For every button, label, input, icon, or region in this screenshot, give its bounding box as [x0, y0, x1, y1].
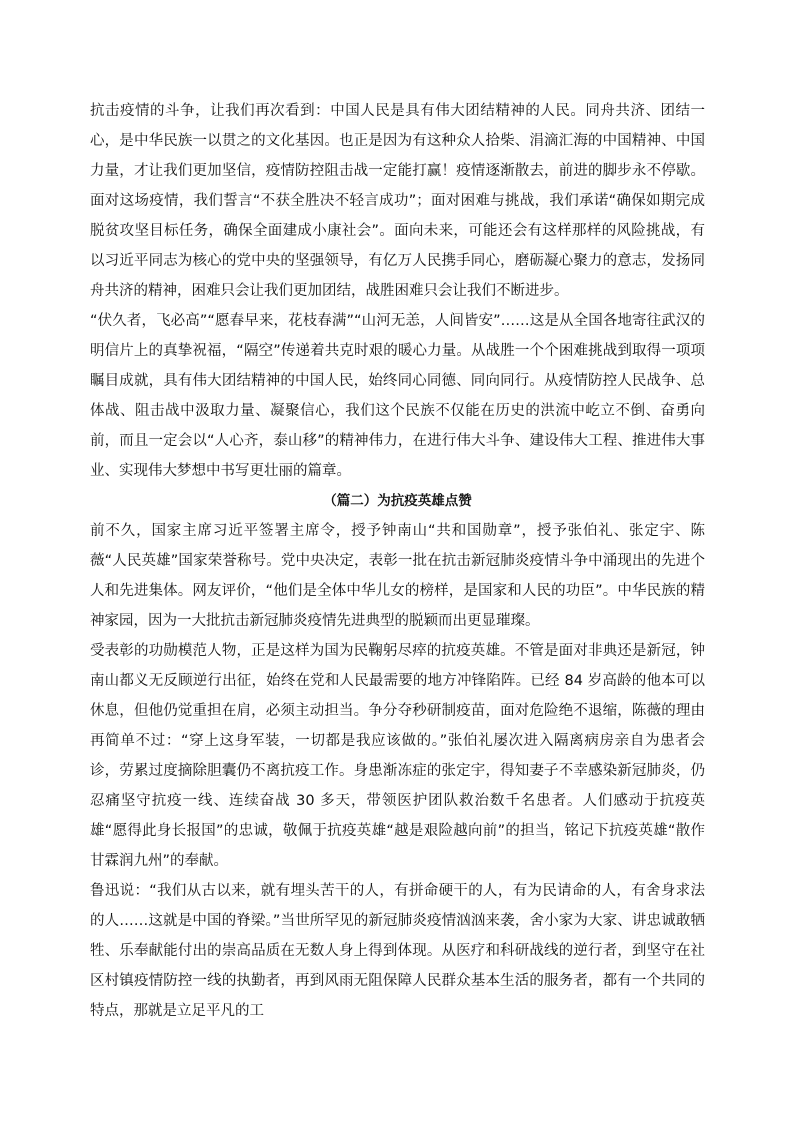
- paragraph-3: 前不久，国家主席习近平签署主席令，授予钟南山“共和国勋章”，授予张伯礼、张定宇、陈薇“人民英雄”国家荣誉称号。党中央决定，表彰一批在抗击新冠肺炎疫情斗争中涌现出的先进个人和先进集体。网友评价，“他们是全体中华儿女的榜样，是国家和人民的功臣”。中华民族的精神家园，因为一大批抗击新冠肺炎疫情先进典型的脱颖而出更显璀璨。: [90, 523, 705, 629]
- section-title: （篇二）为抗疫英雄点赞: [323, 493, 472, 509]
- paragraph-5: 鲁迅说：“我们从古以来，就有埋头苦干的人，有拼命硬干的人，有为民请命的人，有舍身求法的人……这就是中国的脊梁。”当世所罕见的新冠肺炎疫情汹汹来袭，舍小家为大家、讲忠诚敢牺牲、乐奉献能付出的崇高品质在无数人身上得到体现。从医疗和科研战线的逆行者，到坚守在社区村镇疫情防控一线的执勤者，再到风雨无阻保障人民群众基本生活的服务者，都有一个共同的特点，那就是立足平凡的工: [90, 883, 705, 1019]
- paragraph-1: 抗击疫情的斗争，让我们再次看到：中国人民是具有伟大团结精神的人民。同舟共济、团结一心，是中华民族一以贯之的文化基因。也正是因为有这种众人拾柴、涓滴汇海的中国精神、中国力量，才让我们更加坚信，疫情防控阻击战一定能打赢！疫情逐渐散去，前进的脚步永不停歇。面对这场疫情，我们誓言“不获全胜决不轻言成功”；面对困难与挑战，我们承诺“确保如期完成脱贫攻坚目标任务，确保全面建成小康社会”。面向未来，可能还会有这样那样的风险挑战，有以习近平同志为核心的党中央的坚强领导，有亿万人民携手同心，磨砺凝心聚力的意志，发扬同舟共济的精神，困难只会让我们更加团结，战胜困难只会让我们不断进步。: [90, 103, 705, 299]
- paragraph-4: 受表彰的功勋模范人物，正是这样为国为民鞠躬尽瘁的抗疫英雄。不管是面对非典还是新冠，钟南山都义无反顾逆行出征，始终在党和人民最需要的地方冲锋陷阵。已经 84 岁高龄的他本可以休息，但他仍觉重担在肩，必须主动担当。争分夺秒研制疫苗，面对危险绝不退缩，陈薇的理由再简单不过：“穿上这身军装，一切都是我应该做的。”张伯礼屡次进入隔离病房亲自为患者会诊，劳累过度摘除胆囊仍不离抗疫工作。身患渐冻症的张定宇，得知妻子不幸感染新冠肺炎，仍忍痛坚守抗疫一线、连续奋战 30 多天，带领医护团队救治数千名患者。人们感动于抗疫英雄“愿得此身长报国”的忠诚，敬佩于抗疫英雄“越是艰险越向前”的担当，铭记下抗疫英雄“散作甘霖润九州”的奉献。: [90, 643, 705, 869]
- document-body: [90, 96, 705, 1026]
- paragraph-2: “伏久者，飞必高”“愿春早来，花枝春满”“山河无恙，人间皆安”……这是从全国各地寄往武汉的明信片上的真挚祝福，“隔空”传递着共克时艰的暖心力量。从战胜一个个困难挑战到取得一项项瞩目成就，具有伟大团结精神的中国人民，始终同心同德、同向同行。从疫情防控人民战争、总体战、阻击战中汲取力量、凝聚信心，我们这个民族不仅能在历史的洪流中屹立不倒、奋勇向前，而且一定会以“人心齐，泰山移”的精神伟力，在进行伟大斗争、建设伟大工程、推进伟大事业、实现伟大梦想中书写更壮丽的篇章。: [90, 313, 705, 479]
